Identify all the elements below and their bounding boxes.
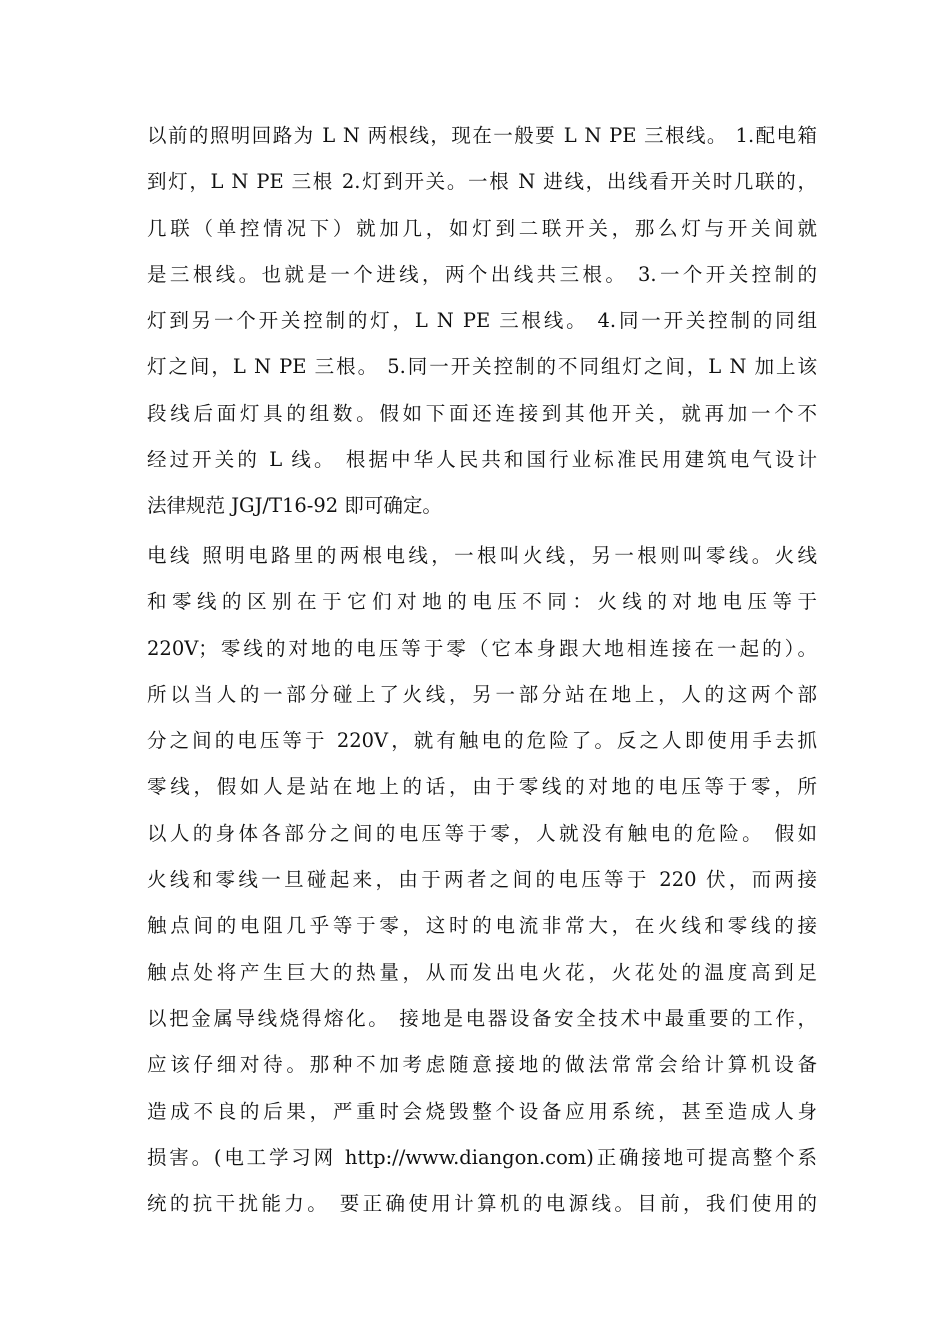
text-line: 220V；零线的对地的电压等于零（它本身跟大地相连接在一起的）。	[147, 636, 817, 660]
text-line: 几联（单控情况下）就加几，如灯到二联开关，那么灯与开关间就	[147, 216, 817, 240]
text-line: 是三根线。也就是一个进线，两个出线共三根。 3.一个开关控制的	[147, 262, 817, 286]
text-line: 损害。(电工学习网 http://www.diangon.com)正确接地可提高整个系	[147, 1145, 817, 1169]
text-line: 法律规范 JGJ/T16-92 即可确定。	[147, 494, 442, 518]
text-line: 触点处将产生巨大的热量，从而发出电火花，火花处的温度高到足	[147, 960, 817, 984]
text-line: 到灯，L N PE 三根 2.灯到开关。一根 N 进线，出线看开关时几联的，	[147, 170, 817, 194]
text-line: 以前的照明回路为 L N 两根线，现在一般要 L N PE 三根线。 1.配电箱	[147, 124, 817, 147]
text-line: 零线，假如人是站在地上的话，由于零线的对地的电压等于零，所	[147, 775, 817, 799]
text-line: 段线后面灯具的组数。假如下面还连接到其他开关，就再加一个不	[147, 401, 817, 425]
text-line: 触点间的电阻几乎等于零，这时的电流非常大，在火线和零线的接	[147, 914, 817, 938]
text-line: 以把金属导线烧得熔化。 接地是电器设备安全技术中最重要的工作，	[147, 1006, 817, 1030]
text-line: 造成不良的后果，严重时会烧毁整个设备应用系统，甚至造成人身	[147, 1099, 817, 1123]
text-line: 和零线的区别在于它们对地的电压不同：火线的对地电压等于	[147, 590, 817, 614]
text-line: 火线和零线一旦碰起来，由于两者之间的电压等于 220 伏，而两接	[147, 868, 817, 892]
text-line: 所以当人的一部分碰上了火线，另一部分站在地上，人的这两个部	[147, 682, 817, 706]
text-line: 统的抗干扰能力。 要正确使用计算机的电源线。目前，我们使用的	[147, 1192, 817, 1216]
text-line: 经过开关的 L 线。 根据中华人民共和国行业标准民用建筑电气设计	[147, 448, 817, 472]
text-line: 灯到另一个开关控制的灯，L N PE 三根线。 4.同一开关控制的同组	[147, 309, 817, 333]
text-line: 以人的身体各部分之间的电压等于零，人就没有触电的危险。 假如	[147, 821, 817, 845]
text-line: 分之间的电压等于 220V，就有触电的危险了。反之人即使用手去抓	[147, 729, 817, 753]
text-line: 灯之间，L N PE 三根。 5.同一开关控制的不同组灯之间，L N 加上该	[147, 355, 817, 379]
paragraph-lighting-circuit	[147, 113, 817, 530]
paragraph-live-neutral-wires	[147, 533, 817, 1227]
text-line: 电线 照明电路里的两根电线，一根叫火线，另一根则叫零线。火线	[147, 544, 817, 567]
text-line: 应该仔细对待。那种不加考虑随意接地的做法常常会给计算机设备	[147, 1053, 817, 1077]
